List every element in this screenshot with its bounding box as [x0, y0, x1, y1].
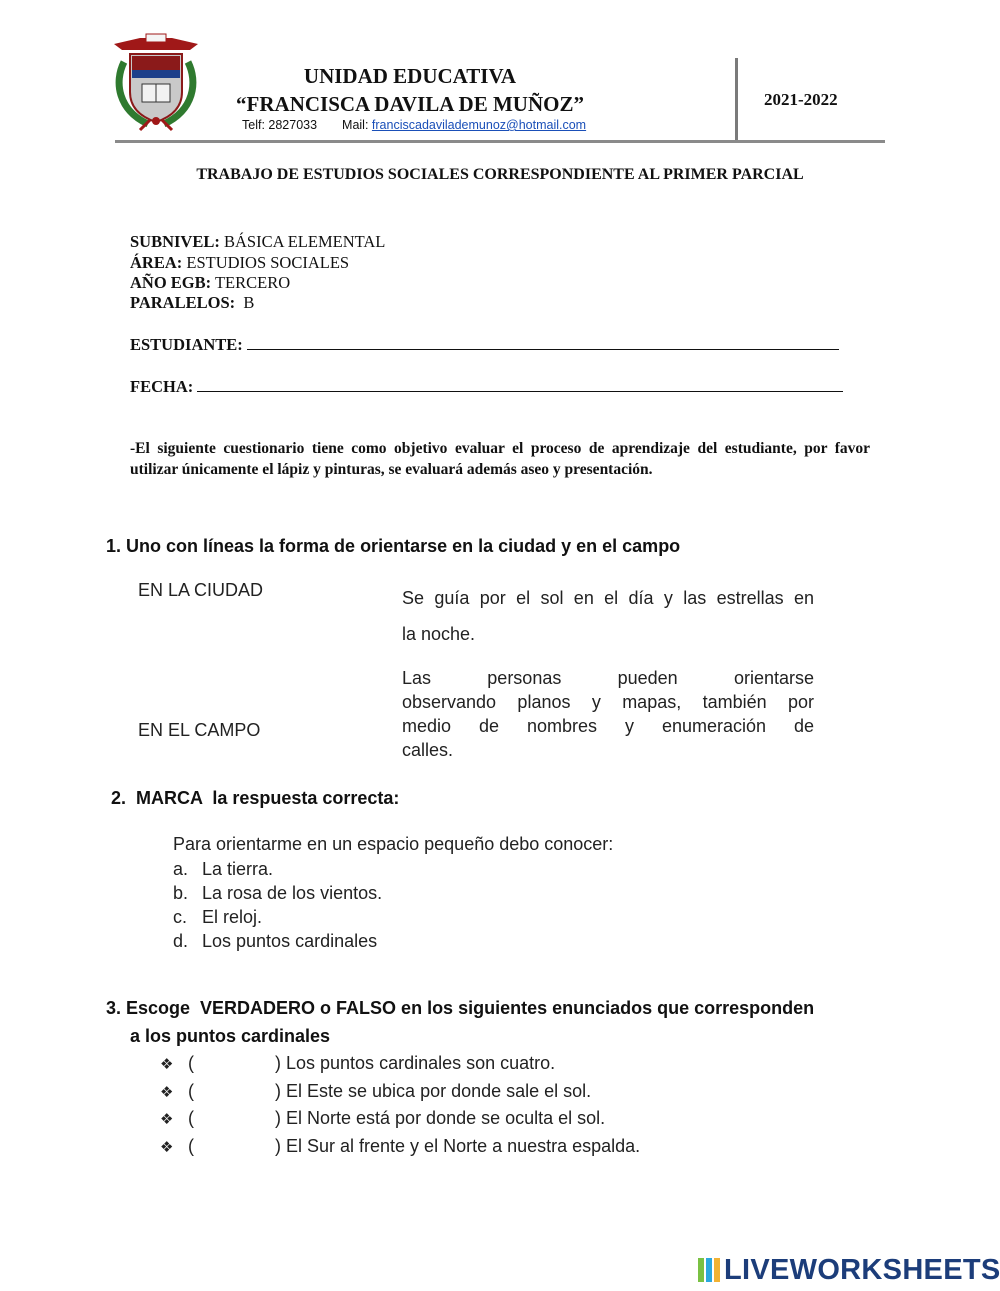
- liveworksheets-brand[interactable]: LIVEWORKSHEETS: [724, 1254, 1000, 1286]
- statement-text: ) Los puntos cardinales son cuatro.: [275, 1053, 556, 1073]
- q1-right-b-line2: observando planos y mapas, también por: [402, 692, 814, 712]
- q3-item: [160, 1081, 720, 1107]
- q2-title: 2. MARCA la respuesta correcta:: [111, 788, 400, 808]
- option-letter: d.: [173, 931, 189, 951]
- date-field: [130, 377, 843, 397]
- q2-option-a[interactable]: [173, 857, 382, 881]
- mail-link[interactable]: franciscadavilademunoz@hotmail.com: [371, 118, 587, 132]
- area-value: ESTUDIOS SOCIALES: [182, 253, 350, 272]
- answer-blank[interactable]: (: [188, 1081, 194, 1101]
- info-area: [130, 253, 349, 273]
- q2-option-b[interactable]: [173, 881, 382, 905]
- q1-right-a-line2: la noche.: [402, 624, 476, 644]
- diamond-bullet-icon: ❖: [160, 1056, 174, 1073]
- q1-left-ciudad[interactable]: EN LA CIUDAD: [138, 580, 264, 600]
- paralelos-label: PARALELOS:: [130, 293, 236, 312]
- student-input-line[interactable]: [247, 335, 839, 350]
- option-text: El reloj.: [202, 907, 263, 927]
- q1-right-b-line1: Las personas pueden orientarse: [402, 668, 814, 688]
- paralelos-value: B: [235, 293, 255, 312]
- statement-text: ) El Norte está por donde se oculta el sol.: [275, 1108, 606, 1128]
- info-paralelos: [130, 293, 254, 313]
- anio-label: AÑO EGB:: [130, 273, 212, 292]
- option-letter: a.: [173, 859, 189, 879]
- area-label: ÁREA:: [130, 253, 183, 272]
- subnivel-value: BÁSICA ELEMENTAL: [219, 232, 386, 251]
- subnivel-label: SUBNIVEL:: [130, 232, 220, 251]
- student-label: ESTUDIANTE:: [130, 335, 243, 354]
- q3-item: [160, 1136, 720, 1162]
- info-subnivel: [130, 232, 385, 252]
- school-year: 2021-2022: [764, 90, 838, 109]
- option-letter: b.: [173, 883, 189, 903]
- q3-item: [160, 1108, 720, 1134]
- q3-item: [160, 1053, 720, 1079]
- answer-blank[interactable]: (: [188, 1136, 194, 1156]
- contact-line: [242, 118, 586, 132]
- q1-title: 1. Uno con líneas la forma de orientarse en la ciudad y en el campo: [106, 536, 681, 556]
- q1-left-campo[interactable]: EN EL CAMPO: [138, 720, 261, 740]
- statement-text: ) El Sur al frente y el Norte a nuestra espalda.: [275, 1136, 641, 1156]
- option-text: La rosa de los vientos.: [202, 883, 383, 903]
- q1-right-option-a[interactable]: [402, 580, 814, 652]
- mail-label: Mail:: [342, 118, 369, 132]
- q1-right-option-b[interactable]: [402, 666, 814, 762]
- q3-title-line2: a los puntos cardinales: [130, 1026, 331, 1046]
- liveworksheets-logo-icon: [698, 1258, 720, 1282]
- option-text: Los puntos cardinales: [202, 931, 378, 951]
- header-divider-vertical: [735, 58, 738, 140]
- q2-options: [173, 857, 382, 953]
- page-title: TRABAJO DE ESTUDIOS SOCIALES CORRESPONDIENTE AL PRIMER PARCIAL: [196, 166, 804, 183]
- diamond-bullet-icon: ❖: [160, 1111, 174, 1128]
- q3-title-line1: 3. Escoge VERDADERO o FALSO en los siguientes enunciados que corresponden: [106, 998, 815, 1018]
- student-field: [130, 335, 839, 355]
- q1-right-a-line1: Se guía por el sol en el día y las estrellas en: [402, 588, 814, 608]
- school-name-line2: “FRANCISCA DAVILA DE MUÑOZ”: [236, 92, 584, 116]
- info-anio: [130, 273, 290, 293]
- school-name-line1: UNIDAD EDUCATIVA: [303, 64, 517, 88]
- q2-prompt: Para orientarme en un espacio pequeño debo conocer:: [173, 834, 614, 854]
- q2-option-d[interactable]: [173, 929, 382, 953]
- q2-option-c[interactable]: [173, 905, 382, 929]
- option-text: La tierra.: [202, 859, 274, 879]
- answer-blank[interactable]: (: [188, 1108, 194, 1128]
- phone-text: Telf: 2827033: [242, 118, 318, 132]
- date-label: FECHA:: [130, 377, 194, 396]
- anio-value: TERCERO: [211, 273, 291, 292]
- school-logo: [110, 32, 202, 132]
- diamond-bullet-icon: ❖: [160, 1139, 174, 1156]
- answer-blank[interactable]: (: [188, 1053, 194, 1073]
- header-divider-horizontal: [115, 140, 885, 143]
- diamond-bullet-icon: ❖: [160, 1084, 174, 1101]
- statement-text: ) El Este se ubica por donde sale el sol.: [275, 1081, 592, 1101]
- q1-right-b-line3: medio de nombres y enumeración de: [402, 716, 814, 736]
- q1-right-b-line4: calles.: [402, 740, 454, 760]
- instructions: -El siguiente cuestionario tiene como objetivo evaluar el proceso de aprendizaje del estudiante, por favor utilizar únicamente el lápiz y pinturas, se evaluará además aseo y presentación.: [130, 440, 870, 478]
- date-input-line[interactable]: [197, 377, 843, 392]
- option-letter: c.: [173, 907, 188, 927]
